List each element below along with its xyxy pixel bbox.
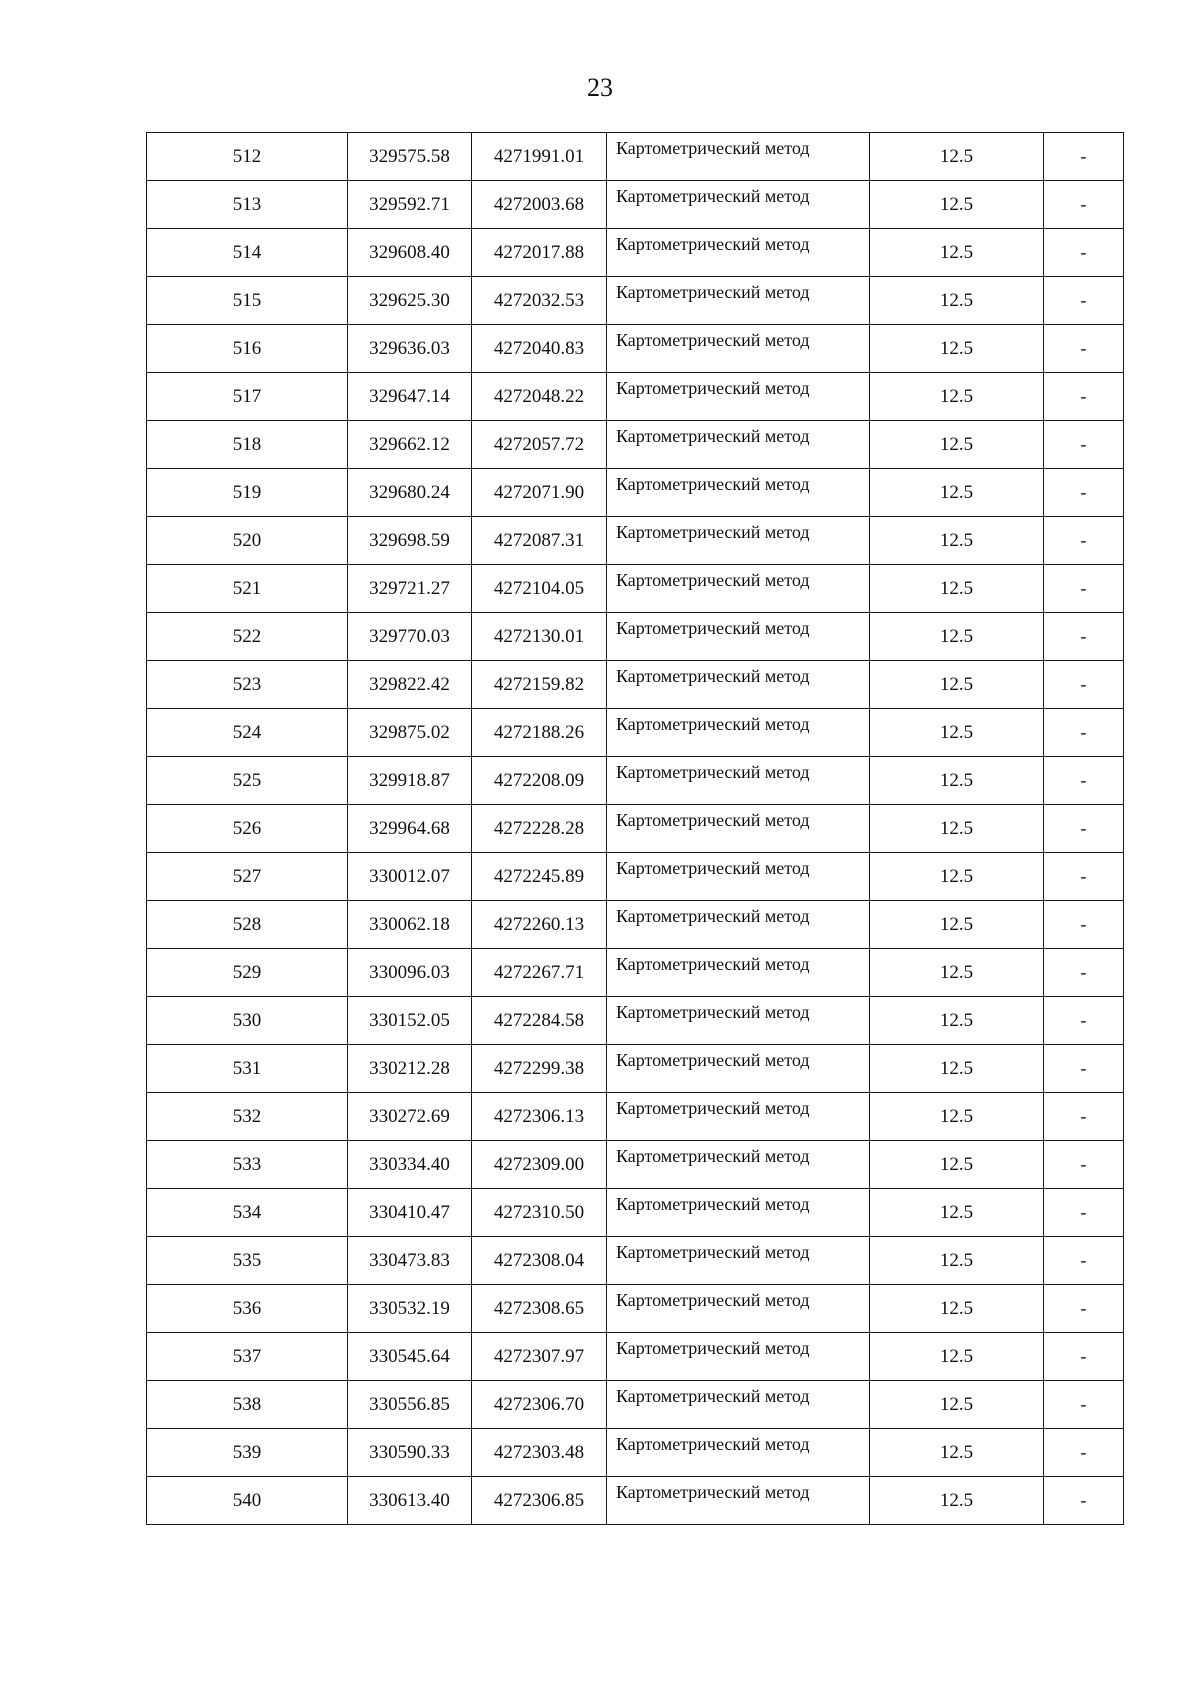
method-cell: Картометрический метод bbox=[607, 1189, 870, 1237]
y-coordinate-cell: 4272017.88 bbox=[472, 229, 607, 277]
x-coordinate-cell: 330473.83 bbox=[348, 1237, 472, 1285]
note-cell: - bbox=[1044, 1333, 1124, 1381]
note-cell: - bbox=[1044, 901, 1124, 949]
table-row bbox=[147, 1237, 1124, 1285]
point-number-cell: 540 bbox=[147, 1477, 348, 1525]
method-cell: Картометрический метод bbox=[607, 1477, 870, 1525]
point-number-cell: 524 bbox=[147, 709, 348, 757]
y-coordinate-cell: 4272284.58 bbox=[472, 997, 607, 1045]
method-cell: Картометрический метод bbox=[607, 901, 870, 949]
note-cell: - bbox=[1044, 709, 1124, 757]
accuracy-cell: 12.5 bbox=[870, 1189, 1044, 1237]
table-row bbox=[147, 1285, 1124, 1333]
table-row bbox=[147, 613, 1124, 661]
x-coordinate-cell: 329625.30 bbox=[348, 277, 472, 325]
x-coordinate-cell: 330062.18 bbox=[348, 901, 472, 949]
note-cell: - bbox=[1044, 1189, 1124, 1237]
note-cell: - bbox=[1044, 757, 1124, 805]
method-cell: Картометрический метод bbox=[607, 1093, 870, 1141]
x-coordinate-cell: 329575.58 bbox=[348, 133, 472, 181]
method-cell: Картометрический метод bbox=[607, 421, 870, 469]
method-cell: Картометрический метод bbox=[607, 1237, 870, 1285]
table-row bbox=[147, 1381, 1124, 1429]
x-coordinate-cell: 329698.59 bbox=[348, 517, 472, 565]
accuracy-cell: 12.5 bbox=[870, 469, 1044, 517]
x-coordinate-cell: 330613.40 bbox=[348, 1477, 472, 1525]
point-number-cell: 516 bbox=[147, 325, 348, 373]
x-coordinate-cell: 330532.19 bbox=[348, 1285, 472, 1333]
note-cell: - bbox=[1044, 277, 1124, 325]
accuracy-cell: 12.5 bbox=[870, 1141, 1044, 1189]
page-number: 23 bbox=[587, 73, 613, 102]
accuracy-cell: 12.5 bbox=[870, 1477, 1044, 1525]
y-coordinate-cell: 4272303.48 bbox=[472, 1429, 607, 1477]
point-number-cell: 525 bbox=[147, 757, 348, 805]
note-cell: - bbox=[1044, 997, 1124, 1045]
point-number-cell: 521 bbox=[147, 565, 348, 613]
table-row bbox=[147, 517, 1124, 565]
point-number-cell: 535 bbox=[147, 1237, 348, 1285]
y-coordinate-cell: 4272267.71 bbox=[472, 949, 607, 997]
point-number-cell: 529 bbox=[147, 949, 348, 997]
note-cell: - bbox=[1044, 1141, 1124, 1189]
y-coordinate-cell: 4272299.38 bbox=[472, 1045, 607, 1093]
method-cell: Картометрический метод bbox=[607, 1333, 870, 1381]
accuracy-cell: 12.5 bbox=[870, 325, 1044, 373]
accuracy-cell: 12.5 bbox=[870, 901, 1044, 949]
accuracy-cell: 12.5 bbox=[870, 709, 1044, 757]
method-cell: Картометрический метод bbox=[607, 997, 870, 1045]
y-coordinate-cell: 4272309.00 bbox=[472, 1141, 607, 1189]
y-coordinate-cell: 4272032.53 bbox=[472, 277, 607, 325]
method-cell: Картометрический метод bbox=[607, 469, 870, 517]
method-cell: Картометрический метод bbox=[607, 757, 870, 805]
accuracy-cell: 12.5 bbox=[870, 1429, 1044, 1477]
method-cell: Картометрический метод bbox=[607, 1381, 870, 1429]
x-coordinate-cell: 329647.14 bbox=[348, 373, 472, 421]
x-coordinate-cell: 329770.03 bbox=[348, 613, 472, 661]
point-number-cell: 517 bbox=[147, 373, 348, 421]
y-coordinate-cell: 4272208.09 bbox=[472, 757, 607, 805]
accuracy-cell: 12.5 bbox=[870, 613, 1044, 661]
accuracy-cell: 12.5 bbox=[870, 133, 1044, 181]
point-number-cell: 512 bbox=[147, 133, 348, 181]
accuracy-cell: 12.5 bbox=[870, 1333, 1044, 1381]
accuracy-cell: 12.5 bbox=[870, 373, 1044, 421]
table-row bbox=[147, 133, 1124, 181]
method-cell: Картометрический метод bbox=[607, 181, 870, 229]
table-row bbox=[147, 805, 1124, 853]
point-number-cell: 537 bbox=[147, 1333, 348, 1381]
accuracy-cell: 12.5 bbox=[870, 1045, 1044, 1093]
note-cell: - bbox=[1044, 1237, 1124, 1285]
point-number-cell: 536 bbox=[147, 1285, 348, 1333]
table-row bbox=[147, 853, 1124, 901]
y-coordinate-cell: 4272057.72 bbox=[472, 421, 607, 469]
note-cell: - bbox=[1044, 613, 1124, 661]
y-coordinate-cell: 4272307.97 bbox=[472, 1333, 607, 1381]
point-number-cell: 515 bbox=[147, 277, 348, 325]
table-row bbox=[147, 277, 1124, 325]
y-coordinate-cell: 4272130.01 bbox=[472, 613, 607, 661]
note-cell: - bbox=[1044, 1045, 1124, 1093]
y-coordinate-cell: 4272260.13 bbox=[472, 901, 607, 949]
y-coordinate-cell: 4272310.50 bbox=[472, 1189, 607, 1237]
method-cell: Картометрический метод bbox=[607, 1285, 870, 1333]
table-row bbox=[147, 709, 1124, 757]
y-coordinate-cell: 4272104.05 bbox=[472, 565, 607, 613]
method-cell: Картометрический метод bbox=[607, 133, 870, 181]
accuracy-cell: 12.5 bbox=[870, 229, 1044, 277]
y-coordinate-cell: 4272228.28 bbox=[472, 805, 607, 853]
x-coordinate-cell: 330212.28 bbox=[348, 1045, 472, 1093]
table-row bbox=[147, 757, 1124, 805]
y-coordinate-cell: 4272306.70 bbox=[472, 1381, 607, 1429]
accuracy-cell: 12.5 bbox=[870, 1285, 1044, 1333]
y-coordinate-cell: 4272308.04 bbox=[472, 1237, 607, 1285]
point-number-cell: 527 bbox=[147, 853, 348, 901]
coordinates-table bbox=[146, 132, 1124, 1525]
note-cell: - bbox=[1044, 1477, 1124, 1525]
x-coordinate-cell: 330012.07 bbox=[348, 853, 472, 901]
accuracy-cell: 12.5 bbox=[870, 805, 1044, 853]
table-row bbox=[147, 1189, 1124, 1237]
method-cell: Картометрический метод bbox=[607, 1141, 870, 1189]
x-coordinate-cell: 330545.64 bbox=[348, 1333, 472, 1381]
method-cell: Картометрический метод bbox=[607, 709, 870, 757]
x-coordinate-cell: 329822.42 bbox=[348, 661, 472, 709]
x-coordinate-cell: 330272.69 bbox=[348, 1093, 472, 1141]
note-cell: - bbox=[1044, 853, 1124, 901]
table-row bbox=[147, 421, 1124, 469]
accuracy-cell: 12.5 bbox=[870, 949, 1044, 997]
note-cell: - bbox=[1044, 517, 1124, 565]
method-cell: Картометрический метод bbox=[607, 373, 870, 421]
note-cell: - bbox=[1044, 229, 1124, 277]
method-cell: Картометрический метод bbox=[607, 277, 870, 325]
x-coordinate-cell: 329964.68 bbox=[348, 805, 472, 853]
accuracy-cell: 12.5 bbox=[870, 853, 1044, 901]
method-cell: Картометрический метод bbox=[607, 1429, 870, 1477]
point-number-cell: 533 bbox=[147, 1141, 348, 1189]
table-row bbox=[147, 1429, 1124, 1477]
method-cell: Картометрический метод bbox=[607, 325, 870, 373]
method-cell: Картометрический метод bbox=[607, 949, 870, 997]
table-row bbox=[147, 469, 1124, 517]
point-number-cell: 538 bbox=[147, 1381, 348, 1429]
accuracy-cell: 12.5 bbox=[870, 517, 1044, 565]
x-coordinate-cell: 329680.24 bbox=[348, 469, 472, 517]
point-number-cell: 539 bbox=[147, 1429, 348, 1477]
note-cell: - bbox=[1044, 805, 1124, 853]
point-number-cell: 531 bbox=[147, 1045, 348, 1093]
x-coordinate-cell: 330334.40 bbox=[348, 1141, 472, 1189]
note-cell: - bbox=[1044, 661, 1124, 709]
point-number-cell: 523 bbox=[147, 661, 348, 709]
note-cell: - bbox=[1044, 373, 1124, 421]
method-cell: Картометрический метод bbox=[607, 1045, 870, 1093]
x-coordinate-cell: 330152.05 bbox=[348, 997, 472, 1045]
x-coordinate-cell: 330590.33 bbox=[348, 1429, 472, 1477]
accuracy-cell: 12.5 bbox=[870, 277, 1044, 325]
table-row bbox=[147, 901, 1124, 949]
accuracy-cell: 12.5 bbox=[870, 1237, 1044, 1285]
x-coordinate-cell: 329592.71 bbox=[348, 181, 472, 229]
y-coordinate-cell: 4272245.89 bbox=[472, 853, 607, 901]
accuracy-cell: 12.5 bbox=[870, 1093, 1044, 1141]
accuracy-cell: 12.5 bbox=[870, 565, 1044, 613]
table-row bbox=[147, 181, 1124, 229]
table-row bbox=[147, 949, 1124, 997]
x-coordinate-cell: 330096.03 bbox=[348, 949, 472, 997]
accuracy-cell: 12.5 bbox=[870, 1381, 1044, 1429]
note-cell: - bbox=[1044, 469, 1124, 517]
point-number-cell: 532 bbox=[147, 1093, 348, 1141]
method-cell: Картометрический метод bbox=[607, 229, 870, 277]
note-cell: - bbox=[1044, 421, 1124, 469]
point-number-cell: 534 bbox=[147, 1189, 348, 1237]
table-row bbox=[147, 373, 1124, 421]
y-coordinate-cell: 4271991.01 bbox=[472, 133, 607, 181]
method-cell: Картометрический метод bbox=[607, 517, 870, 565]
method-cell: Картометрический метод bbox=[607, 853, 870, 901]
y-coordinate-cell: 4272087.31 bbox=[472, 517, 607, 565]
point-number-cell: 526 bbox=[147, 805, 348, 853]
x-coordinate-cell: 329608.40 bbox=[348, 229, 472, 277]
method-cell: Картометрический метод bbox=[607, 565, 870, 613]
note-cell: - bbox=[1044, 181, 1124, 229]
y-coordinate-cell: 4272308.65 bbox=[472, 1285, 607, 1333]
x-coordinate-cell: 329875.02 bbox=[348, 709, 472, 757]
y-coordinate-cell: 4272071.90 bbox=[472, 469, 607, 517]
x-coordinate-cell: 330410.47 bbox=[348, 1189, 472, 1237]
accuracy-cell: 12.5 bbox=[870, 181, 1044, 229]
method-cell: Картометрический метод bbox=[607, 661, 870, 709]
x-coordinate-cell: 329636.03 bbox=[348, 325, 472, 373]
method-cell: Картометрический метод bbox=[607, 613, 870, 661]
table-row bbox=[147, 229, 1124, 277]
x-coordinate-cell: 330556.85 bbox=[348, 1381, 472, 1429]
table-row bbox=[147, 661, 1124, 709]
accuracy-cell: 12.5 bbox=[870, 997, 1044, 1045]
x-coordinate-cell: 329662.12 bbox=[348, 421, 472, 469]
method-cell: Картометрический метод bbox=[607, 805, 870, 853]
point-number-cell: 530 bbox=[147, 997, 348, 1045]
y-coordinate-cell: 4272003.68 bbox=[472, 181, 607, 229]
table-row bbox=[147, 325, 1124, 373]
note-cell: - bbox=[1044, 1381, 1124, 1429]
point-number-cell: 528 bbox=[147, 901, 348, 949]
table-body bbox=[147, 133, 1124, 1525]
table-row bbox=[147, 1477, 1124, 1525]
note-cell: - bbox=[1044, 1285, 1124, 1333]
note-cell: - bbox=[1044, 325, 1124, 373]
table-row bbox=[147, 1045, 1124, 1093]
y-coordinate-cell: 4272040.83 bbox=[472, 325, 607, 373]
table-row bbox=[147, 1093, 1124, 1141]
table-row bbox=[147, 1141, 1124, 1189]
point-number-cell: 520 bbox=[147, 517, 348, 565]
y-coordinate-cell: 4272306.85 bbox=[472, 1477, 607, 1525]
accuracy-cell: 12.5 bbox=[870, 661, 1044, 709]
table-row bbox=[147, 1333, 1124, 1381]
table-row bbox=[147, 565, 1124, 613]
x-coordinate-cell: 329918.87 bbox=[348, 757, 472, 805]
point-number-cell: 513 bbox=[147, 181, 348, 229]
point-number-cell: 519 bbox=[147, 469, 348, 517]
table-row bbox=[147, 997, 1124, 1045]
note-cell: - bbox=[1044, 133, 1124, 181]
note-cell: - bbox=[1044, 1093, 1124, 1141]
point-number-cell: 514 bbox=[147, 229, 348, 277]
point-number-cell: 522 bbox=[147, 613, 348, 661]
note-cell: - bbox=[1044, 565, 1124, 613]
accuracy-cell: 12.5 bbox=[870, 757, 1044, 805]
point-number-cell: 518 bbox=[147, 421, 348, 469]
y-coordinate-cell: 4272048.22 bbox=[472, 373, 607, 421]
y-coordinate-cell: 4272159.82 bbox=[472, 661, 607, 709]
accuracy-cell: 12.5 bbox=[870, 421, 1044, 469]
x-coordinate-cell: 329721.27 bbox=[348, 565, 472, 613]
note-cell: - bbox=[1044, 1429, 1124, 1477]
note-cell: - bbox=[1044, 949, 1124, 997]
y-coordinate-cell: 4272188.26 bbox=[472, 709, 607, 757]
y-coordinate-cell: 4272306.13 bbox=[472, 1093, 607, 1141]
